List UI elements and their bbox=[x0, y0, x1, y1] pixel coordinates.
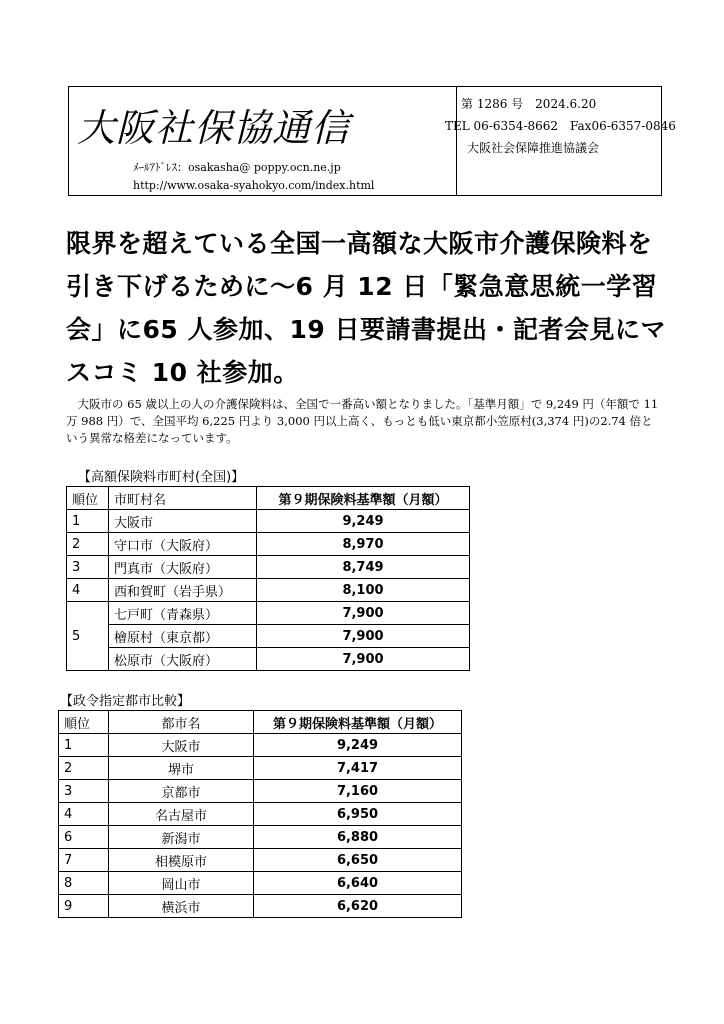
newsletter-title: 大阪社保協通信 bbox=[77, 106, 351, 150]
rank-cell: 3 bbox=[59, 780, 109, 803]
rank-cell: 3 bbox=[67, 556, 109, 579]
value-cell: 9,249 bbox=[254, 734, 462, 757]
table-row bbox=[59, 780, 462, 803]
name-cell: 横浜市 bbox=[109, 895, 254, 918]
table-row bbox=[59, 872, 462, 895]
website-url: http://www.osaka-syahokyo.com/index.html bbox=[133, 179, 375, 192]
rank-cell: 2 bbox=[67, 533, 109, 556]
column-header-name: 都市名 bbox=[109, 711, 254, 734]
rank-cell: 4 bbox=[67, 579, 109, 602]
table-row bbox=[59, 849, 462, 872]
value-cell: 7,900 bbox=[257, 625, 470, 648]
name-cell: 名古屋市 bbox=[109, 803, 254, 826]
name-cell: 大阪市 bbox=[109, 734, 254, 757]
name-cell: 西和賀町（岩手県） bbox=[109, 579, 257, 602]
table-header-row bbox=[67, 487, 470, 510]
table-row bbox=[59, 826, 462, 849]
table-row bbox=[67, 648, 470, 671]
rank-cell: 9 bbox=[59, 895, 109, 918]
table-row bbox=[67, 533, 470, 556]
name-cell: 堺市 bbox=[109, 757, 254, 780]
rank-cell: 7 bbox=[59, 849, 109, 872]
table2-caption: 【政令指定都市比較】 bbox=[60, 694, 191, 709]
table-row bbox=[67, 556, 470, 579]
name-cell: 大阪市 bbox=[109, 510, 257, 533]
name-cell: 守口市（大阪府） bbox=[109, 533, 257, 556]
name-cell: 相模原市 bbox=[109, 849, 254, 872]
table-row bbox=[59, 734, 462, 757]
headline: 限界を超えている全国一高額な大阪市介護保険料を引き下げるために～6 月 12 日「緊急意思統一学習会」に65 人参加、19 日要請書提出・記者会見にマスコミ 10 社参加。 bbox=[66, 229, 666, 387]
rank-cell: 5 bbox=[67, 602, 109, 671]
table-row bbox=[59, 803, 462, 826]
issue-number-date: 第 1286 号 2024.6.20 bbox=[461, 97, 597, 111]
contact-phone-fax: TEL 06-6354-8662 Fax06-6357-0846 bbox=[445, 119, 676, 133]
email-address: ﾒｰﾙｱﾄﾞﾚｽ：osakasha@ poppy.ocn.ne.jp bbox=[133, 161, 341, 174]
value-cell: 8,970 bbox=[257, 533, 470, 556]
value-cell: 6,880 bbox=[254, 826, 462, 849]
value-cell: 6,620 bbox=[254, 895, 462, 918]
name-cell: 七戸町（青森県） bbox=[109, 602, 257, 625]
value-cell: 6,950 bbox=[254, 803, 462, 826]
value-cell: 7,417 bbox=[254, 757, 462, 780]
value-cell: 8,749 bbox=[257, 556, 470, 579]
rank-cell: 1 bbox=[59, 734, 109, 757]
value-cell: 7,900 bbox=[257, 648, 470, 671]
value-cell: 7,900 bbox=[257, 602, 470, 625]
rank-cell: 2 bbox=[59, 757, 109, 780]
table-row bbox=[67, 625, 470, 648]
column-header-rank: 順位 bbox=[59, 711, 109, 734]
column-header-name: 市町村名 bbox=[109, 487, 257, 510]
designated-city-table bbox=[58, 710, 462, 918]
column-header-value: 第９期保険料基準額（月額） bbox=[254, 711, 462, 734]
column-header-rank: 順位 bbox=[67, 487, 109, 510]
name-cell: 岡山市 bbox=[109, 872, 254, 895]
name-cell: 門真市（大阪府） bbox=[109, 556, 257, 579]
table1-caption: 【高額保険料市町村(全国)】 bbox=[78, 470, 245, 485]
organization-name: 大阪社会保障推進協議会 bbox=[467, 141, 600, 155]
rank-cell: 1 bbox=[67, 510, 109, 533]
name-cell: 檜原村（東京都） bbox=[109, 625, 257, 648]
masthead bbox=[68, 86, 676, 196]
value-cell: 7,160 bbox=[254, 780, 462, 803]
rank-cell: 8 bbox=[59, 872, 109, 895]
rank-cell: 4 bbox=[59, 803, 109, 826]
column-header-value: 第９期保険料基準額（月額） bbox=[257, 487, 470, 510]
value-cell: 9,249 bbox=[257, 510, 470, 533]
table-row bbox=[67, 579, 470, 602]
name-cell: 新潟市 bbox=[109, 826, 254, 849]
rank-cell: 6 bbox=[59, 826, 109, 849]
masthead-divider bbox=[456, 87, 457, 195]
value-cell: 6,640 bbox=[254, 872, 462, 895]
body-paragraph: 大阪市の 65 歳以上の人の介護保険料は、全国で一番高い額となりました。「基準月額」で 9,249 円（年額で 11 万 988 円）で、全国平均 6,225 円より 3,000 円以上高く、もっとも低い東京都小笠原村(3,374 円)の2.74 倍という異常な格差になっています。 bbox=[66, 397, 659, 445]
table-header-row bbox=[59, 711, 462, 734]
table-row bbox=[59, 757, 462, 780]
table-row bbox=[67, 602, 470, 625]
value-cell: 6,650 bbox=[254, 849, 462, 872]
table-row bbox=[67, 510, 470, 533]
high-premium-table bbox=[66, 486, 470, 671]
name-cell: 京都市 bbox=[109, 780, 254, 803]
table-row bbox=[59, 895, 462, 918]
value-cell: 8,100 bbox=[257, 579, 470, 602]
name-cell: 松原市（大阪府） bbox=[109, 648, 257, 671]
